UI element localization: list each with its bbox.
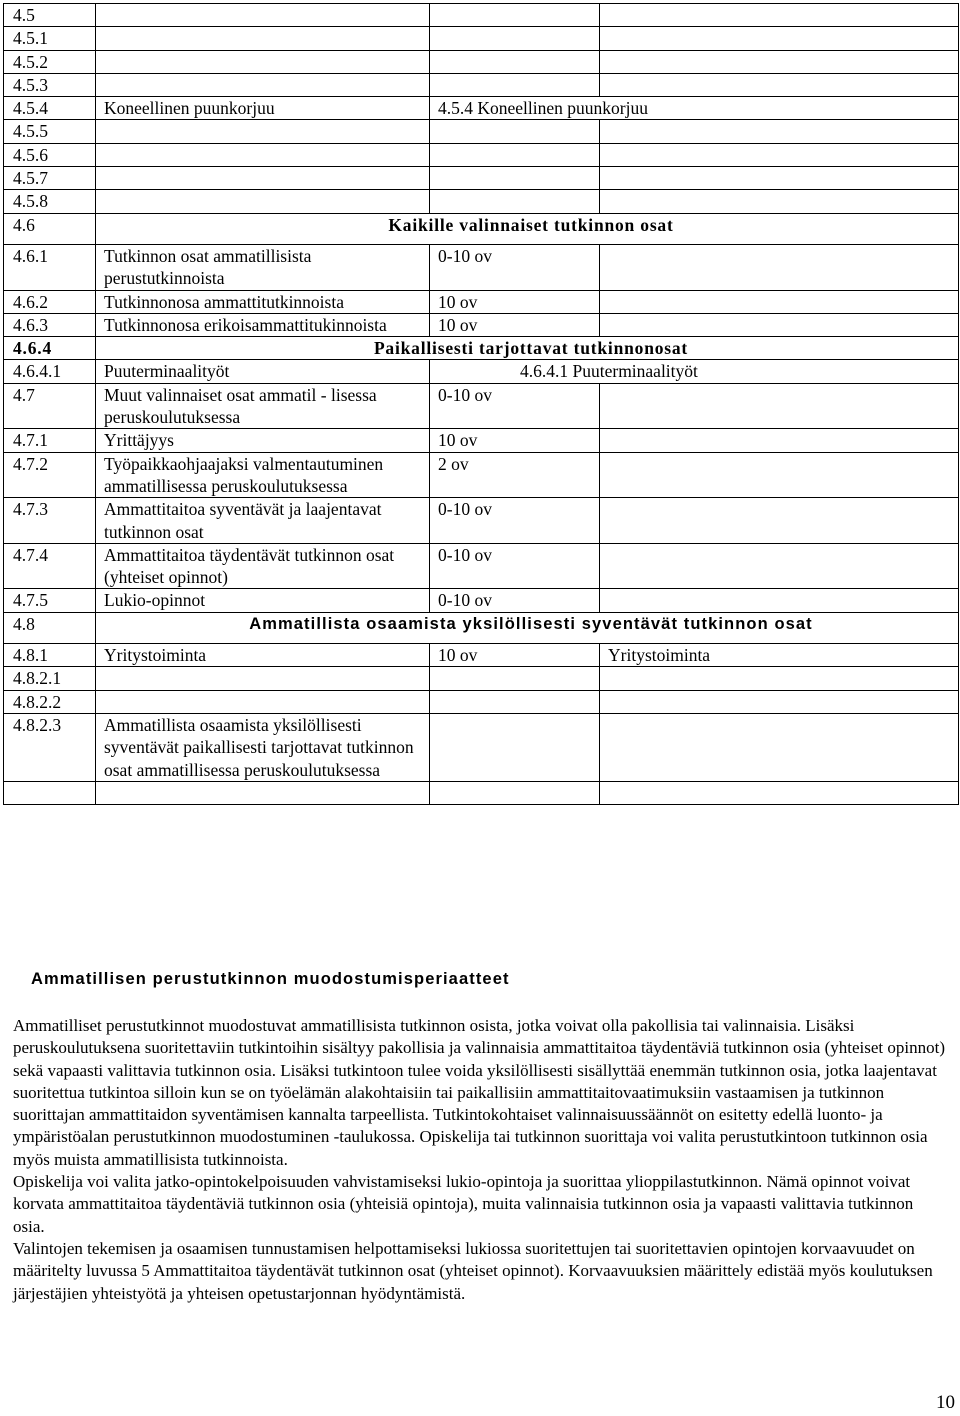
table-row: [4, 167, 959, 190]
table-row: [4, 498, 959, 544]
paragraph: Opiskelija voi valita jatko-opintokelpoisuuden vahvistamiseksi lukio-opintoja ja suorittaa ylioppilastutkinnon. Nämä opinnot voivat korvata ammattitaitoa täydentäviä tutkinnon osia (yhteisiä opintoja), muita valinnaisia tutkinnon osia ja vapaasti valittavia tutkinnon osia.: [13, 1172, 914, 1236]
row-name: Yrittäjyys: [96, 429, 430, 452]
table-row: [4, 667, 959, 690]
table-row: [4, 143, 959, 166]
table-row: [4, 244, 959, 290]
section-header: Paikallisesti tarjottavat tutkinnonosat: [96, 337, 959, 360]
table-row: [4, 781, 959, 804]
row-number: 4.8: [4, 612, 96, 643]
row-number: 4.6.2: [4, 290, 96, 313]
row-name: Ammattitaitoa täydentävät tutkinnon osat (yhteiset opinnot): [96, 543, 430, 589]
row-name: Työpaikkaohjaajaksi valmentautuminen ammatillisessa peruskoulutuksessa: [96, 452, 430, 498]
section-header: Kaikille valinnaiset tutkinnon osat: [96, 213, 959, 244]
row-ov: 0-10 ov: [430, 244, 600, 290]
table-row: [4, 73, 959, 96]
row-ov: 10 ov: [430, 429, 600, 452]
table-row: [4, 429, 959, 452]
row-name: Tutkinnonosa ammattitutkinnoista: [96, 290, 430, 313]
row-ov: 0-10 ov: [430, 589, 600, 612]
row-ov: 10 ov: [430, 290, 600, 313]
row-number: 4.5.2: [4, 50, 96, 73]
row-ov: 0-10 ov: [430, 498, 600, 544]
page-number: 10: [936, 1392, 955, 1413]
row-ov: 10 ov: [430, 313, 600, 336]
row-number: 4.7.5: [4, 589, 96, 612]
section-heading: Ammatillisen perustutkinnon muodostumisperiaatteet: [31, 970, 510, 988]
table-row: [4, 27, 959, 50]
row-number: 4.5: [4, 4, 96, 27]
row-number: 4.8.2.3: [4, 713, 96, 781]
row-number: 4.7.2: [4, 452, 96, 498]
row-name: Puuterminaalityöt: [96, 360, 430, 383]
section-header: Ammatillista osaamista yksilöllisesti syventävät tutkinnon osat: [96, 612, 959, 643]
curriculum-table: [3, 3, 959, 805]
row-ov: 0-10 ov: [430, 383, 600, 429]
row-number: 4.5.6: [4, 143, 96, 166]
table-row: [4, 690, 959, 713]
row-name: Yritystoiminta: [96, 644, 430, 667]
row-number: 4.8.2.1: [4, 667, 96, 690]
row-number: 4.6.4.1: [4, 360, 96, 383]
row-number: 4.7.4: [4, 543, 96, 589]
table-row: [4, 50, 959, 73]
table-row: [4, 313, 959, 336]
table-row: [4, 4, 959, 27]
row-number: 4.6.1: [4, 244, 96, 290]
row-number: 4.5.8: [4, 190, 96, 213]
row-number: 4.6: [4, 213, 96, 244]
row-number: 4.7.1: [4, 429, 96, 452]
row-number: 4.5.3: [4, 73, 96, 96]
row-name: Ammatillista osaamista yksilöllisesti syventävät paikallisesti tarjottavat tutkinnon osat ammatillisessa peruskoulutuksessa: [96, 713, 430, 781]
row-number: 4.6.4: [4, 337, 96, 360]
row-number: 4.6.3: [4, 313, 96, 336]
row-extra: Yritystoiminta: [600, 644, 959, 667]
table-row: [4, 97, 959, 120]
table-row: [4, 612, 959, 643]
row-number: 4.7: [4, 383, 96, 429]
table-row: [4, 383, 959, 429]
paragraph: Valintojen tekemisen ja osaamisen tunnustamisen helpottamiseksi lukiossa suoritettujen tai suoritettavien opintojen korvaavuudet on määritelty luvussa 5 Ammattitaitoa täydentävät tutkinnon osat (yhteiset opinnot). Korvaavuuksien määrittely edistää myös koulutuksen järjestäjien yhteistyötä ja yhteisen opetustarjonnan hyödyntämistä.: [13, 1238, 933, 1303]
table-row: [4, 337, 959, 360]
row-number: 4.8.1: [4, 644, 96, 667]
row-extra: 4.5.4 Koneellinen puunkorjuu: [430, 97, 959, 120]
table-row: [4, 713, 959, 781]
table-row: [4, 543, 959, 589]
row-ov: 0-10 ov: [430, 543, 600, 589]
body-text: [13, 1015, 948, 1305]
table-row: [4, 120, 959, 143]
row-extra: 4.6.4.1 Puuterminaalityöt: [430, 360, 959, 383]
row-name: Tutkinnonosa erikoisammattitukinnoista: [96, 313, 430, 336]
row-number: 4.5.7: [4, 167, 96, 190]
row-ov: 2 ov: [430, 452, 600, 498]
row-name: Muut valinnaiset osat ammatil - lisessa peruskoulutuksessa: [96, 383, 430, 429]
row-name: Lukio-opinnot: [96, 589, 430, 612]
row-name: Koneellinen puunkorjuu: [96, 97, 430, 120]
table-row: [4, 290, 959, 313]
table-row: [4, 452, 959, 498]
table-row: [4, 589, 959, 612]
paragraph: Ammatilliset perustutkinnot muodostuvat ammatillisista tutkinnon osista, jotka voivat olla pakollisia tai valinnaisia. Lisäksi peruskoulutuksena suoritettaviin tutkintoihin sisältyy pakollisia ja valinnaisia ammattitaitoa täydentäviä tutkinnon osia (yhteiset opinnot) sekä vapaasti valittavia tutkinnon osia. Lisäksi tutkintoon tulee voida yksilöllisesti sisällyttää enemmän tutkinnon osia, jotka laajentavat suoritettua tutkintoa silloin kun se on työelämän alakohtaisiin tai paikallisiin ammattitaitovaatimuksiin vastaamisen ja tutkinnon suorittajan ammattitaidon syventämisen kannalta tarpeellista. Tutkintokohtaiset valinnaisuussäännöt on esitetty edellä luonto- ja ympäristöalan perustutkinnon muodostuminen -taulukossa. Opiskelija tai tutkinnon suorittaja voi valita perustutkintoon tutkinnon osia myös muista ammatillisista tutkinnoista.: [13, 1016, 945, 1169]
table-row: [4, 360, 959, 383]
row-number: 4.5.5: [4, 120, 96, 143]
row-number: 4.5.1: [4, 27, 96, 50]
row-ov: 10 ov: [430, 644, 600, 667]
row-number: 4.5.4: [4, 97, 96, 120]
row-name: Ammattitaitoa syventävät ja laajentavat tutkinnon osat: [96, 498, 430, 544]
table-row: [4, 213, 959, 244]
table-row: [4, 190, 959, 213]
table-row: [4, 644, 959, 667]
row-number: 4.7.3: [4, 498, 96, 544]
row-name: Tutkinnon osat ammatillisista perustutkinnoista: [96, 244, 430, 290]
row-number: 4.8.2.2: [4, 690, 96, 713]
